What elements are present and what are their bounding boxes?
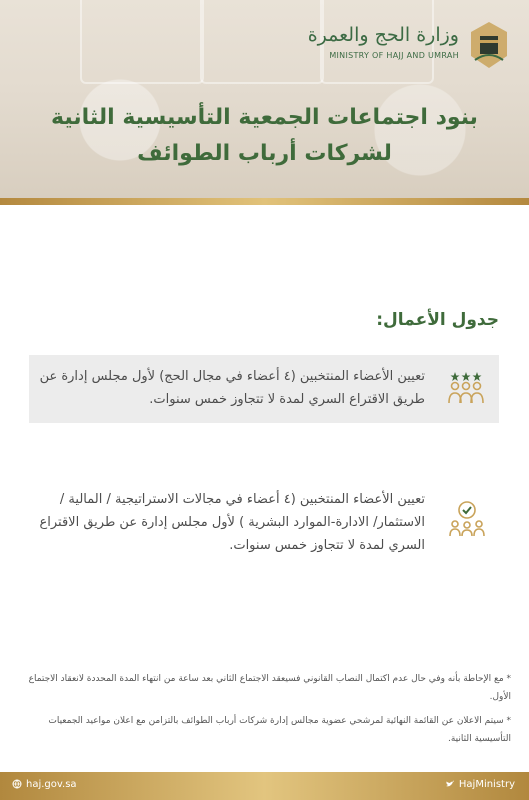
twitter-link[interactable] bbox=[445, 779, 515, 790]
people-stars-icon bbox=[445, 369, 487, 409]
footnote: * مع الإحاطة بأنه وفي حال عدم اكتمال النصاب القانوني فسيعقد الاجتماع الثاني بعد ساعة من انتهاء المدة المحددة لانعقاد الاجتماع الأول. bbox=[28, 674, 511, 702]
website-text: haj.gov.sa bbox=[26, 779, 77, 790]
title-line-2: لشركات أرباب الطوائف bbox=[137, 141, 392, 166]
team-check-icon bbox=[447, 498, 487, 538]
door-panel-left bbox=[80, 0, 204, 84]
agenda-item bbox=[29, 355, 499, 423]
title-line-1: بنود اجتماعات الجمعية التأسيسية الثانية bbox=[51, 105, 478, 130]
website-link[interactable] bbox=[12, 779, 77, 790]
header-divider bbox=[0, 198, 529, 205]
footer-bar bbox=[0, 772, 529, 800]
agenda-item-text: تعيين الأعضاء المنتخبين (٤ أعضاء في مجالات الاستراتيجية / المالية / الاستثمار/ الادارة-الموارد البشرية ) لأول مجلس إدارة عن طريق الاقتراع السري لمدة لا تتجاوز خمس سنوات. bbox=[39, 492, 425, 553]
ministry-brand bbox=[281, 20, 511, 72]
header-banner bbox=[0, 0, 529, 200]
twitter-icon bbox=[445, 779, 455, 789]
agenda-item bbox=[29, 480, 499, 570]
globe-icon bbox=[12, 779, 22, 789]
brand-english: MINISTRY OF HAJJ AND UMRAH bbox=[329, 51, 459, 60]
page-title bbox=[20, 100, 509, 172]
twitter-handle: HajMinistry bbox=[458, 779, 515, 790]
agenda-item-text: تعيين الأعضاء المنتخبين (٤ أعضاء في مجال الحج) لأول مجلس إدارة عن طريق الاقتراع السري لمدة لا تتجاوز خمس سنوات. bbox=[39, 369, 425, 407]
brand-arabic: وزارة الحج والعمرة bbox=[307, 24, 459, 46]
agenda-label: جدول الأعمال: bbox=[376, 310, 499, 330]
footnote: * سيتم الاعلان عن القائمة النهائية لمرشحي عضوية مجالس إدارة شركات أرباب الطوائف بالتزامن مع اعلان مواعيد الجمعيات التأسيسية الثانية. bbox=[48, 716, 511, 744]
ministry-emblem-icon bbox=[467, 20, 511, 70]
